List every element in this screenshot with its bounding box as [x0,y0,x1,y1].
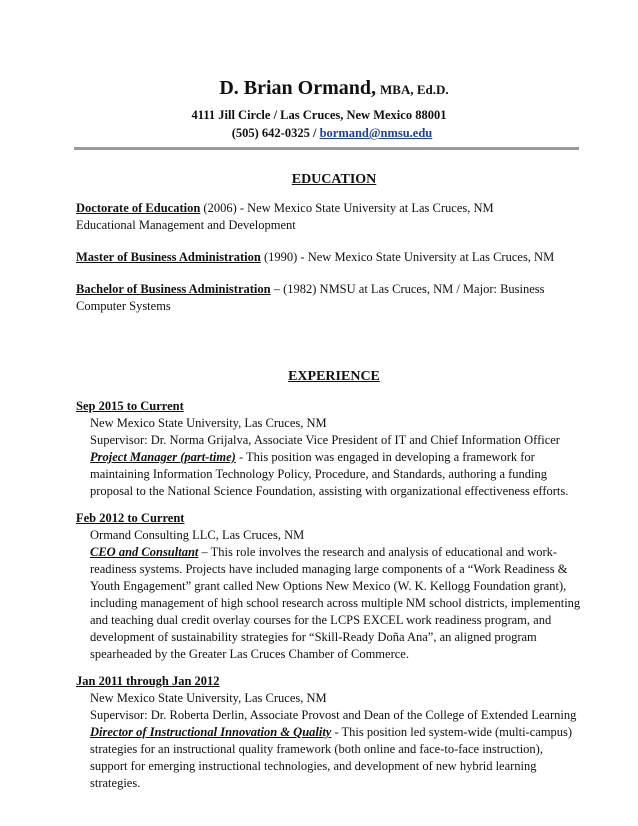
experience-heading: EXPERIENCE [288,369,380,384]
email-link[interactable]: bormand@nmsu.edu [319,126,433,140]
job-supervisor: Supervisor: Dr. Norma Grijalva, Associate Vice President of IT and Chief Information Officer [90,433,560,447]
education-item [76,281,581,315]
full-name: D. Brian Ormand, [219,77,377,99]
resume-name [0,76,638,102]
degree-extra: Educational Management and Development [76,218,296,232]
job-org: Ormand Consulting LLC, Las Cruces, NM [90,528,305,542]
education-heading: EDUCATION [291,172,377,187]
degree-name: Master of Business Administration [76,250,261,264]
job-entry [76,673,581,792]
degree-detail: (1990) - New Mexico State University at Las Cruces, NM [260,250,555,264]
job-entry [76,398,581,500]
job-description [76,449,581,500]
credentials: MBA, Ed.D. [380,82,449,97]
job-description [76,724,581,792]
job-description [76,544,581,663]
job-desc-text: - This position was engaged in developing a framework for maintaining Information Technology Policy, Procedure, and Standards, authoring a funding proposal to the National Science Foundation, assisting with organizational effectiveness efforts. [90,450,569,498]
job-role: Project Manager (part-time) [90,450,236,464]
contact-line [0,125,638,141]
job-org: New Mexico State University, Las Cruces, NM [90,691,327,705]
job-entry [76,510,581,663]
education-section [76,200,581,330]
education-item [76,249,581,266]
header-divider [74,147,579,150]
phone-number: (505) 642-0325 / [231,126,317,140]
job-desc-text: – This role involves the research and analysis of educational and work-readiness systems. Projects have included managing large components of a “Work Readiness & Youth Engagement” grant called New Options New Mexico (W. K. Kellogg Foundation grant), including management of high school research across multiple NM school districts, implementing and teaching dual credit overlay courses for the LCPS EXCEL work readiness program, and development of sustainability strategies for “Skill-Ready Doña Ana”, an aligned program spearheaded by the Greater Las Cruces Chamber of Commerce. [90,545,581,661]
degree-name: Bachelor of Business Administration [76,282,271,296]
job-supervisor: Supervisor: Dr. Roberta Derlin, Associate Provost and Dean of the College of Extended Learning [90,708,577,722]
degree-name: Doctorate of Education [76,201,201,215]
degree-detail: – (1982) NMSU at Las Cruces, NM / Major: Business Computer Systems [76,282,545,313]
education-item [76,200,581,234]
job-role: Director of Instructional Innovation & Quality [90,725,332,739]
degree-detail: (2006) - New Mexico State University at Las Cruces, NM [200,201,494,215]
address-line: 4111 Jill Circle / Las Cruces, New Mexico 88001 [191,108,447,122]
job-role: CEO and Consultant [90,545,199,559]
job-dates: Jan 2011 through Jan 2012 [76,674,220,688]
job-dates: Sep 2015 to Current [76,399,184,413]
job-desc-text: - This position led system-wide (multi-campus) strategies for an instructional quality framework (both online and face-to-face instruction), support for emerging instructional technologies, and development of new hybrid learning strategies. [90,725,573,790]
job-dates: Feb 2012 to Current [76,511,185,525]
experience-section [76,398,581,802]
job-org: New Mexico State University, Las Cruces, NM [90,416,327,430]
